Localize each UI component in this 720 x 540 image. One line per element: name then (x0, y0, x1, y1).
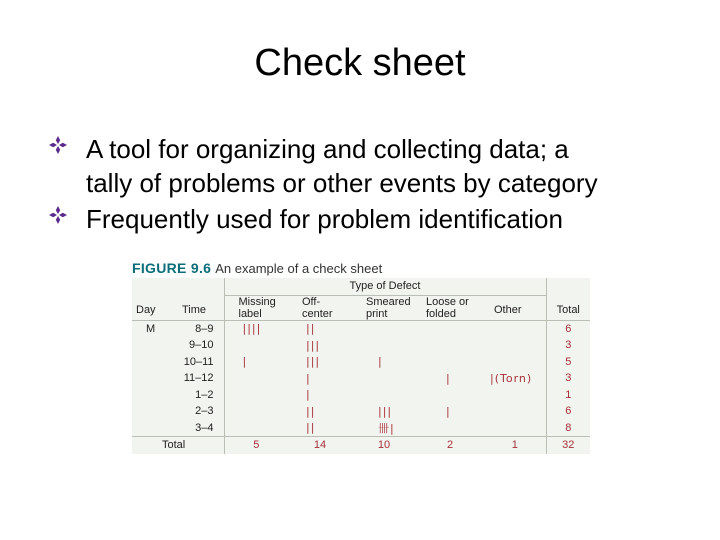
bullet-text (86, 132, 598, 200)
figure-caption (132, 258, 590, 278)
cell-day (132, 354, 178, 371)
cell-off-center: || (306, 322, 316, 336)
cell-smeared: ||| (378, 404, 393, 418)
cell-loose (416, 320, 484, 337)
cell-time: 2–3 (195, 405, 214, 418)
total-missing: 5 (224, 437, 288, 454)
cell-off-center: || (306, 404, 316, 418)
cell-missing (224, 337, 288, 354)
cell-day: M (146, 322, 156, 335)
cell-day (132, 387, 178, 404)
cell-smeared (352, 387, 416, 404)
type-of-defect-header: Type of Defect (224, 278, 546, 295)
cell-smeared (352, 320, 416, 337)
header-line: Missing (238, 295, 276, 308)
cell-loose (416, 420, 484, 437)
bullet-text-line: tally of problems or other events by category (86, 168, 598, 198)
cell-other (484, 354, 546, 371)
cell-day (132, 420, 178, 437)
cell-loose: | (446, 371, 451, 385)
cell-smeared (352, 370, 416, 387)
cell-missing (224, 420, 288, 437)
check-sheet-table (132, 278, 590, 454)
figure-label: FIGURE 9.6 (132, 260, 212, 276)
cell-other (484, 420, 546, 437)
grand-total: 32 (546, 437, 590, 454)
header-line: folded (426, 307, 456, 320)
totals-row (132, 437, 590, 454)
cell-missing (224, 387, 288, 404)
table-row (132, 370, 590, 387)
total-loose: 2 (416, 437, 484, 454)
cell-time: 10–11 (183, 355, 214, 368)
cell-time: 1–2 (195, 388, 214, 401)
cell-time: 11–12 (183, 372, 214, 385)
column-header-time: Time (178, 295, 224, 320)
header-line: Off- (302, 295, 321, 308)
cell-missing (224, 370, 288, 387)
cell-off-center: | (306, 388, 311, 402)
cell-day (132, 370, 178, 387)
total-other: 1 (484, 437, 546, 454)
header-row (132, 295, 590, 320)
cell-other (484, 403, 546, 420)
cell-missing: |||| (224, 320, 288, 337)
total-smeared: 10 (352, 437, 416, 454)
cell-total: 1 (565, 388, 572, 401)
table-row (132, 403, 590, 420)
cell-off-center: || (306, 421, 316, 435)
cell-time: 9–10 (189, 339, 214, 352)
column-header-day: Day (132, 295, 178, 320)
bullet-item (48, 202, 688, 236)
cell-other: |(Torn) (484, 370, 546, 387)
cell-total: 6 (565, 322, 572, 335)
table-row (132, 387, 590, 404)
check-sheet-figure (132, 258, 590, 454)
diamond-bullet-icon (48, 202, 86, 225)
cell-smeared: 卌| (378, 421, 395, 435)
header-row-group (132, 278, 590, 295)
header-line: label (238, 307, 262, 320)
diamond-bullet-icon (48, 132, 86, 155)
cell-off-center: | (306, 371, 311, 385)
cell-total: 3 (565, 339, 572, 352)
cell-time: 8–9 (195, 322, 214, 335)
bullet-text-line: Frequently used for problem identification (86, 204, 563, 234)
cell-time: 3–4 (195, 421, 214, 434)
cell-missing: | (224, 354, 288, 371)
column-header-loose-folded (416, 295, 484, 320)
cell-total: 5 (565, 355, 572, 368)
column-header-smeared-print (352, 295, 416, 320)
cell-other (484, 337, 546, 354)
bullet-text (86, 202, 563, 236)
cell-day (132, 403, 178, 420)
cell-off-center: ||| (306, 355, 321, 369)
cell-loose (416, 387, 484, 404)
column-header-off-center (288, 295, 352, 320)
cell-total: 8 (565, 421, 572, 434)
cell-smeared: | (378, 355, 383, 369)
bullet-list (48, 132, 688, 238)
cell-other (484, 320, 546, 337)
header-line: Smeared (366, 295, 411, 308)
table-row (132, 420, 590, 437)
header-line: print (366, 307, 388, 320)
column-header-total: Total (546, 295, 590, 320)
table-row (132, 354, 590, 371)
header-line: Loose or (426, 295, 469, 308)
cell-loose: | (446, 404, 451, 418)
cell-other (484, 387, 546, 404)
cell-day (132, 337, 178, 354)
table-row (132, 320, 590, 337)
bullet-item (48, 132, 688, 200)
cell-loose (416, 354, 484, 371)
cell-total: 3 (565, 372, 572, 385)
table-row (132, 337, 590, 354)
figure-caption-text: An example of a check sheet (215, 260, 383, 276)
column-header-other: Other (484, 295, 546, 320)
cell-off-center: ||| (306, 338, 321, 352)
totals-label: Total (132, 437, 224, 454)
total-off-center: 14 (288, 437, 352, 454)
cell-smeared (352, 337, 416, 354)
cell-total: 6 (565, 405, 572, 418)
slide-title: Check sheet (254, 42, 466, 84)
cell-loose (416, 337, 484, 354)
column-header-missing-label (224, 295, 288, 320)
header-line: center (302, 307, 333, 320)
bullet-text-line: A tool for organizing and collecting data; a (86, 134, 569, 164)
cell-missing (224, 403, 288, 420)
